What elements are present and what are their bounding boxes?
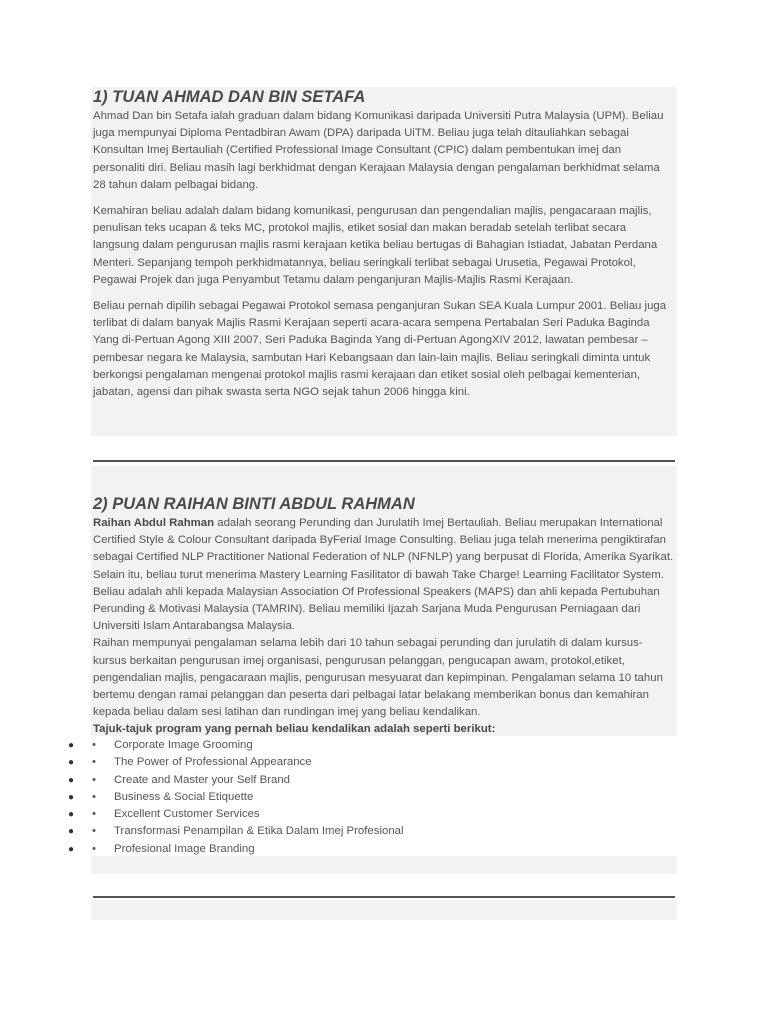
section2-paragraph-2: Raihan mempunyai pengalaman selama lebih dari 10 tahun sebagai perunding dan jurulatih di dalam kursus-kursus berkaitan pengurusan imej organisasi, pengurusan pelanggan, pengucapan awam, protokol,etiket, pengendalian majlis, pengacaraan majlis, pengurusan mesyuarat dan kepimpinan. Pengalaman selama 10 tahun bertemu dengan ramai pelanggan dan peserta dari pelbagai latar belakang memberikan bonus dan kemahiran kepada beliau dalam sesi latihan dan rundingan imej yang beliau kendalikan. bbox=[93, 637, 663, 719]
section1 bbox=[93, 87, 675, 401]
program-title: Transformasi Penampilan & Etika Dalam Imej Profesional bbox=[114, 825, 404, 838]
bullet-icon: ● bbox=[68, 843, 75, 855]
section1-paragraph-1: Ahmad Dan bin Setafa ialah graduan dalam bidang Komunikasi daripada Universiti Putra Malaysia (UPM). Beliau juga mempunyai Diploma Pentadbiran Awam (DPA) daripada UiTM. Beliau juga telah ditauliahkan sebagai Konsultan Imej Bertauliah (Certified Professional Image Consultant (CPIC) dalam pembentukan imej dan personaliti diri. Beliau masih lagi berkhidmat dengan Kerajaan Malaysia dengan pengalaman berkhidmat selama 28 tahun dalam pelbagai bidang. bbox=[93, 110, 664, 191]
bullet-icon: • bbox=[92, 756, 96, 769]
programs-list bbox=[0, 737, 700, 858]
list-item bbox=[0, 823, 700, 840]
list-item bbox=[0, 772, 700, 789]
bullet-icon: ● bbox=[68, 740, 75, 751]
bullet-icon: • bbox=[92, 739, 96, 751]
bullet-icon: • bbox=[92, 825, 96, 838]
program-title: Business & Social Etiquette bbox=[114, 790, 254, 803]
list-end-background bbox=[91, 856, 677, 874]
list-item bbox=[0, 806, 700, 823]
bullet-icon: ● bbox=[68, 791, 75, 803]
bullet-icon: • bbox=[92, 842, 96, 855]
bullet-icon: • bbox=[92, 773, 96, 786]
bullet-icon: ● bbox=[68, 826, 75, 838]
bullet-icon: ● bbox=[68, 757, 75, 769]
program-title: Corporate Image Grooming bbox=[114, 739, 253, 751]
section2-paragraph-1-text: adalah seorang Perunding dan Jurulatih Imej Bertauliah. Beliau merupakan International Certified Style & Colour Consultant daripada ByFerial Image Consulting. Beliau juga telah menerima pengiktirafan sebagai Certified NLP Practitioner National Federation of NLP (NFNLP) yang berpusat di Florida, Amerika Syarikat. Selain itu, beliau turut menerima Mastery Learning Fasilitator di bawah Take Charge! Learning Facilitator System. Beliau adalah ahli kepada Malaysian Association Of Professional Speakers (MAPS) dan ahli kepada Pertubuhan Perunding & Motivasi Malaysia (TAMRIN). Beliau memiliki Ijazah Sarjana Muda Pengurusan Perniagaan dari Universiti Islam Antarabangsa Malaysia. bbox=[93, 517, 674, 633]
bullet-icon: • bbox=[92, 808, 96, 821]
bullet-icon: • bbox=[92, 790, 96, 803]
list-item bbox=[0, 789, 700, 806]
bottom-background bbox=[91, 900, 677, 920]
program-title: Profesional Image Branding bbox=[114, 842, 255, 855]
divider-1 bbox=[93, 460, 675, 462]
section1-paragraph-2: Kemahiran beliau adalah dalam bidang komunikasi, pengurusan dan pengendalian majlis, pengacaraan majlis, penulisan teks ucapan & teks MC, protokol majlis, etiket sosial dan makan beradab setelah terlibat secara langsung dalam pengurusan majlis rasmi kerajaan ketika beliau bertugas di Bahagian Istiadat, Jabatan Perdana Menteri. Sepanjang tempoh perkhidmatannya, beliau seringkali terlibat sebagai Urusetia, Pegawai Protokol, Pegawai Projek dan juga Penyambut Tetamu dalam penganjuran Majlis-Majlis Rasmi Kerajaan. bbox=[93, 205, 658, 286]
program-title: Create and Master your Self Brand bbox=[114, 773, 291, 786]
section1-paragraph-3: Beliau pernah dipilih sebagai Pegawai Protokol semasa penganjuran Sukan SEA Kuala Lumpur 2001. Beliau juga terlibat di dalam banyak Majlis Rasmi Kerajaan seperti acara-acara sempena Pertabalan Seri Paduka Baginda Yang di-Pertuan Agong XIII 2007, Seri Paduka Baginda Yang di-Pertuan AgongXIV 2012, lawatan pembesar – pembesar negara ke Malaysia, sambutan Hari Kebangsaan dan lain-lain majlis. Beliau seringkali diminta untuk berkongsi pengalaman mengenai protokol majlis rasmi kerajaan dan etiket sosial oleh pelbagai kementerian, jabatan, agensi dan pihak swasta serta NGO sejak tahun 2006 hingga kini. bbox=[93, 300, 667, 399]
list-item bbox=[0, 754, 700, 771]
program-title: Excellent Customer Services bbox=[114, 808, 260, 821]
list-item bbox=[0, 841, 700, 858]
bullet-icon: ● bbox=[68, 809, 75, 821]
section2-heading: 2) PUAN RAIHAN BINTI ABDUL RAHMAN bbox=[93, 495, 415, 513]
program-title: The Power of Professional Appearance bbox=[114, 756, 312, 769]
list-item bbox=[0, 737, 700, 754]
section1-heading: 1) TUAN AHMAD DAN BIN SETAFA bbox=[93, 88, 366, 106]
section2-paragraph-1 bbox=[93, 515, 675, 635]
divider-2 bbox=[93, 896, 675, 898]
person-name: Raihan Abdul Rahman bbox=[93, 517, 215, 529]
bullet-icon: ● bbox=[68, 774, 75, 786]
section2 bbox=[93, 494, 675, 738]
programs-heading: Tajuk-tajuk program yang pernah beliau kendalikan adalah seperti berikut: bbox=[93, 723, 496, 736]
